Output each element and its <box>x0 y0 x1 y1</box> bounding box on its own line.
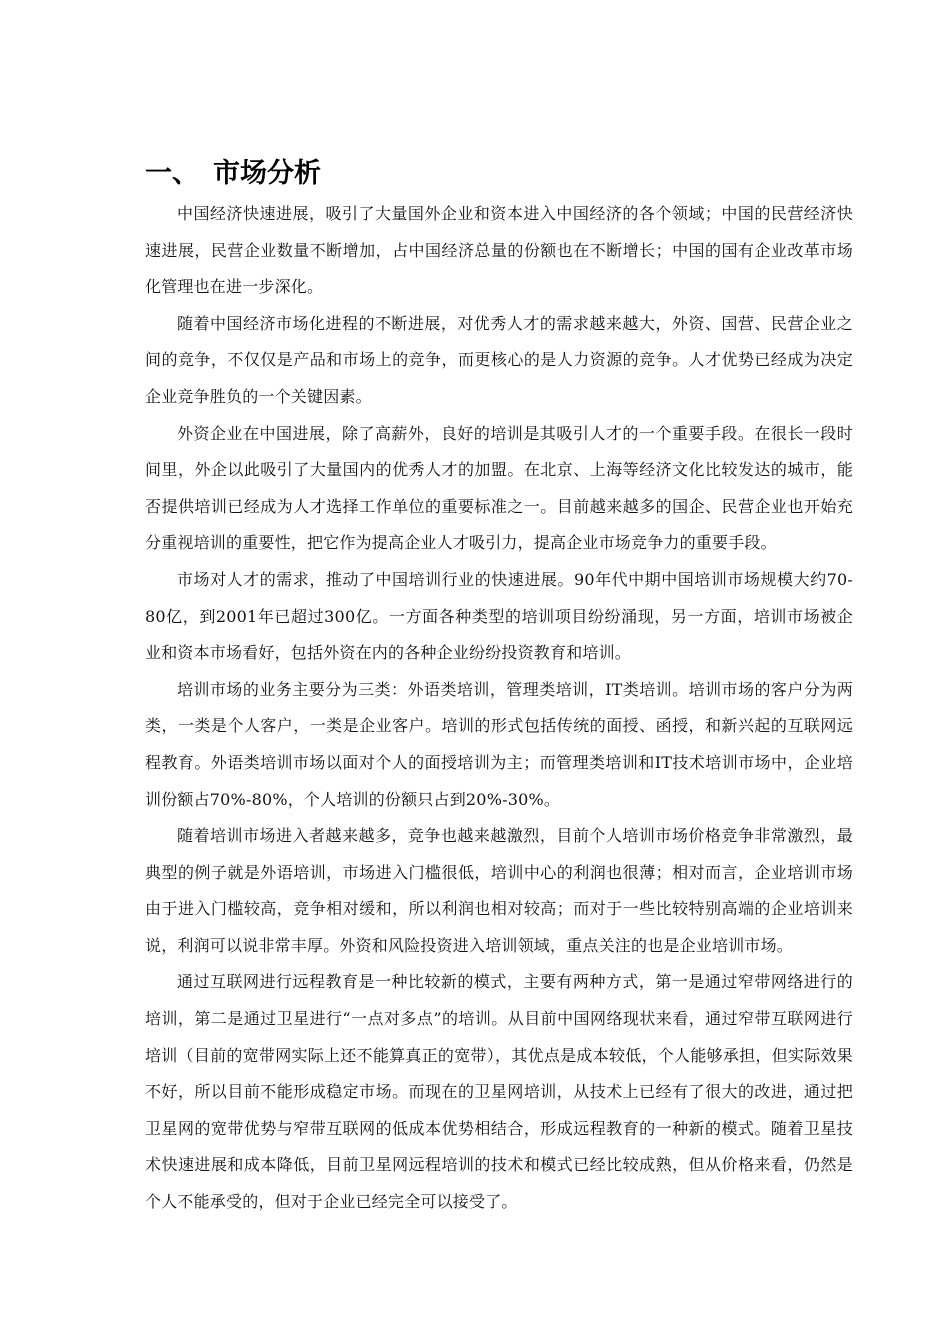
paragraph-6: 随着培训市场进入者越来越多，竞争也越来越激烈，目前个人培训市场价格竞争非常激烈，最典型的例子就是外语培训，市场进入门槛很低，培训中心的利润也很薄；相对而言，企业培训市场由于进入门槛较高，竞争相对缓和，所以利润也相对较高；而对于一些比较特别高端的企业培训来说，利润可以说非常丰厚。外资和风险投资进入培训领域，重点关注的也是企业培训市场。 <box>145 826 853 955</box>
section-number: 一、 <box>145 158 199 189</box>
paragraph-3: 外资企业在中国进展，除了高薪外，良好的培训是其吸引人才的一个重要手段。在很长一段时间里，外企以此吸引了大量国内的优秀人才的加盟。在北京、上海等经济文化比较发达的城市，能否提供培训已经成为人才选择工作单位的重要标准之一。目前越来越多的国企、民营企业也开始充分重视培训的重要性，把它作为提高企业人才吸引力，提高企业市场竞争力的重要手段。 <box>145 423 853 553</box>
paragraph-5: 培训市场的业务主要分为三类：外语类培训，管理类培训，IT类培训。培训市场的客户分为两类，一类是个人客户，一类是企业客户。培训的形式包括传统的面授、函授，和新兴起的互联网远程教育。外语类培训市场以面对个人的面授培训为主；而管理类培训和IT技术培训市场中，企业培训份额占70%-80%，个人培训的份额只占到20%-30%。 <box>145 679 853 809</box>
paragraph-2: 随着中国经济市场化进程的不断进展，对优秀人才的需求越来越大，外资、国营、民营企业之间的竞争，不仅仅是产品和市场上的竞争，而更核心的是人力资源的竞争。人才优势已经成为决定企业竞争胜负的一个关键因素。 <box>145 313 853 406</box>
section-title: 市场分析 <box>213 158 321 189</box>
paragraph-7: 通过互联网进行远程教育是一种比较新的模式，主要有两种方式，第一是通过窄带网络进行的培训，第二是通过卫星进行“一点对多点”的培训。从目前中国网络现状来看，通过窄带互联网进行培训（目前的宽带网实际上还不能算真正的宽带），其优点是成本较低，个人能够承担，但实际效果不好，所以目前不能形成稳定市场。而现在的卫星网培训，从技术上已经有了很大的改进，通过把卫星网的宽带优势与窄带互联网的低成本优势相结合，形成远程教育的一种新的模式。随着卫星技术快速进展和成本降低，目前卫星网远程培训的技术和模式已经比较成熟，但从价格来看，仍然是个人不能承受的，但对于企业已经完全可以接受了。 <box>145 972 853 1212</box>
paragraph-1: 中国经济快速进展，吸引了大量国外企业和资本进入中国经济的各个领域；中国的民营经济快速进展，民营企业数量不断增加，占中国经济总量的份额也在不断增长；中国的国有企业改革市场化管理也在进一步深化。 <box>145 204 853 297</box>
section-heading <box>145 152 853 196</box>
document-body <box>145 152 853 1221</box>
paragraph-4: 市场对人才的需求，推动了中国培训行业的快速进展。90年代中期中国培训市场规模大约70-80亿，到2001年已超过300亿。一方面各种类型的培训项目纷纷涌现，另一方面，培训市场被企业和资本市场看好，包括外资在内的各种企业纷纷投资教育和培训。 <box>145 569 853 663</box>
